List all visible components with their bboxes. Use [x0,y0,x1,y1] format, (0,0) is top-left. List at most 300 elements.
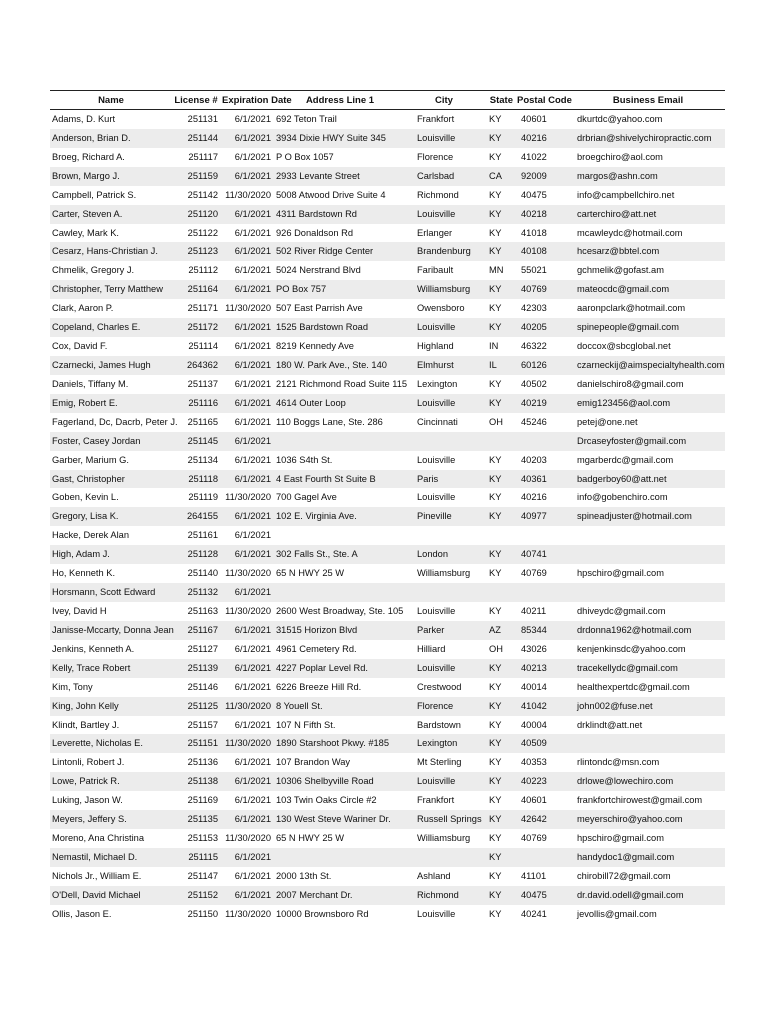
cell-name: Gast, Christopher [50,470,172,489]
cell-state: KY [489,908,502,919]
cell-postal-code [515,848,571,867]
cell-business-email: margos@ashn.com [571,167,725,186]
cell-name: Gregory, Lisa K. [50,507,172,526]
cell-name: Nemastil, Michael D. [50,848,172,867]
cell-state [481,526,515,545]
cell-name: Emig, Robert E. [50,394,172,413]
cell-license: 251159 [172,167,220,186]
cell-city: Paris [407,470,481,489]
cell-address: 4 East Fourth St Suite B [273,470,407,489]
cell-expiration: 6/1/2021 [220,432,273,451]
cell-postal-code: 40475 [521,189,547,200]
cell-postal-code: 40004 [521,719,547,730]
table-row [50,867,725,886]
table-row [50,224,725,243]
cell-postal-code: 55021 [521,265,547,276]
cell-license: 251120 [172,205,220,224]
cell-address: 130 West Steve Wariner Dr. [273,810,407,829]
cell-business-email: handydoc1@gmail.com [571,848,725,867]
cell-license: 251171 [187,303,218,314]
cell-city: Hilliard [417,643,446,654]
cell-business-email: drklindt@att.net [577,719,643,730]
cell-state: KY [481,470,515,489]
table-row [50,451,725,470]
cell-state: KY [489,492,502,503]
cell-expiration: 6/1/2021 [234,757,271,768]
cell-expiration: 6/1/2021 [234,454,271,465]
cell-postal-code [515,526,571,545]
cell-address: 6226 Breeze Hill Rd. [276,681,362,692]
table-row [50,507,725,526]
cell-state: OH [489,416,503,427]
cell-license: 251146 [187,681,218,692]
cell-license: 251144 [172,129,220,148]
cell-business-email: healthexpertdc@gmail.com [577,681,690,692]
cell-expiration: 6/1/2021 [234,114,271,124]
cell-name: Leverette, Nicholas E. [50,734,172,753]
cell-state: KY [489,303,502,314]
cell-business-email: tracekellydc@gmail.com [571,659,725,678]
cell-address: 10306 Shelbyville Road [273,772,407,791]
cell-address: 4227 Poplar Level Rd. [273,659,407,678]
cell-address: 5024 Nerstrand Blvd [276,265,361,276]
table-row [50,375,725,394]
cell-address: 2121 Richmond Road Suite 115 [276,378,408,389]
cell-address: 5008 Atwood Drive Suite 4 [276,189,386,200]
cell-expiration: 6/1/2021 [234,795,271,806]
cell-city: Elmhurst [407,356,481,375]
cell-expiration: 6/1/2021 [234,870,271,881]
cell-name: Lintonli, Robert J. [52,757,125,768]
cell-postal-code: 40769 [515,280,571,299]
cell-state: KY [481,507,515,526]
cell-state: MN [489,265,504,276]
cell-state: KY [481,318,515,337]
cell-postal-code: 40223 [515,772,571,791]
cell-postal-code: 43026 [521,643,547,654]
cell-postal-code: 40203 [521,454,547,465]
cell-license: 251135 [172,810,220,829]
cell-address [273,526,407,545]
cell-state: KY [481,659,515,678]
cell-state: IL [481,356,515,375]
cell-name: King, John Kelly [50,697,172,716]
cell-city: Cincinnati [417,416,458,427]
cell-postal-code: 41022 [521,151,547,162]
cell-business-email: petej@one.net [577,416,638,427]
cell-expiration: 6/1/2021 [234,341,271,352]
cell-expiration: 6/1/2021 [220,545,273,564]
cell-name: Broeg, Richard A. [52,151,125,162]
cell-business-email: frankfortchirowest@gmail.com [577,795,703,806]
cell-license: 251131 [187,114,218,124]
cell-license: 264155 [172,507,220,526]
cell-expiration: 6/1/2021 [234,643,271,654]
cell-city: Carlsbad [407,167,481,186]
cell-postal-code: 40205 [515,318,571,337]
table-row [50,337,725,356]
cell-name: Fagerland, Dc, Dacrb, Peter J. [52,416,178,427]
cell-postal-code: 45246 [521,416,547,427]
cell-license: 251125 [172,697,220,716]
table-row [50,564,725,583]
table-row [50,394,725,413]
cell-business-email: info@gobenchiro.com [577,492,668,503]
cell-expiration: 6/1/2021 [220,280,273,299]
cell-business-email: john002@fuse.net [571,697,725,716]
cell-state: KY [481,734,515,753]
table-row [50,678,725,697]
cell-expiration: 11/30/2020 [225,189,271,200]
cell-license: 251118 [172,470,220,489]
cell-expiration: 6/1/2021 [234,378,271,389]
cell-name: Campbell, Patrick S. [52,189,137,200]
cell-address: 110 Boggs Lane, Ste. 286 [276,416,383,427]
cell-state: AZ [481,621,515,640]
cell-address: 31515 Horizon Blvd [273,621,407,640]
cell-state: KY [489,568,502,579]
cell-address: 1890 Starshoot Pkwy. #185 [273,734,407,753]
table-body [50,110,725,924]
header-name: Name [50,91,172,110]
cell-city: Richmond [417,189,459,200]
table-row [50,356,725,375]
header-row [50,91,725,110]
cell-address: 102 E. Virginia Ave. [273,507,407,526]
header-business-email: Business Email [571,91,725,110]
cell-address: 180 W. Park Ave., Ste. 140 [273,356,407,375]
cell-license: 251122 [187,227,218,238]
cell-business-email: jevollis@gmail.com [577,908,657,919]
cell-name: Kelly, Trace Robert [50,659,172,678]
cell-business-email [571,583,725,602]
cell-expiration: 6/1/2021 [234,265,271,276]
cell-name: Cesarz, Hans-Christian J. [50,242,172,261]
cell-postal-code [515,583,571,602]
cell-expiration: 6/1/2021 [220,129,273,148]
cell-state: OH [489,643,503,654]
cell-name: Anderson, Brian D. [50,129,172,148]
cell-state: KY [481,242,515,261]
cell-license: 251142 [187,189,218,200]
cell-address: 302 Falls St., Ste. A [273,545,407,564]
cell-postal-code [515,432,571,451]
cell-postal-code: 40216 [515,129,571,148]
cell-expiration: 6/1/2021 [234,681,271,692]
table-row [50,526,725,545]
cell-business-email: mcawleydc@hotmail.com [577,227,683,238]
cell-expiration: 11/30/2020 [225,303,271,314]
cell-license: 251172 [172,318,220,337]
cell-postal-code: 40769 [521,833,547,844]
cell-address: 107 N Fifth St. [276,719,336,730]
cell-name: Chmelik, Gregory J. [52,265,135,276]
table-row [50,545,725,564]
cell-postal-code: 40241 [521,908,547,919]
table-row [50,734,725,753]
cell-postal-code: 40353 [521,757,547,768]
cell-postal-code: 41018 [521,227,547,238]
cell-license: 251116 [172,394,220,413]
cell-license: 251167 [172,621,220,640]
cell-name: Meyers, Jeffery S. [50,810,172,829]
cell-expiration: 6/1/2021 [220,772,273,791]
cell-address: 2007 Merchant Dr. [273,886,407,905]
table-row [50,205,725,224]
cell-city: Louisville [417,492,456,503]
cell-expiration: 6/1/2021 [220,167,273,186]
cell-state: KY [489,227,502,238]
cell-city: Mt Sterling [417,757,462,768]
table-row [50,905,725,924]
header-state: State [481,91,515,110]
cell-name: Cox, David F. [52,341,108,352]
cell-address [273,848,407,867]
cell-address: 8219 Kennedy Ave [276,341,354,352]
cell-city: Highland [417,341,454,352]
cell-name: Jenkins, Kenneth A. [52,643,135,654]
cell-expiration: 11/30/2020 [220,697,273,716]
cell-state: KY [481,205,515,224]
cell-name: Ivey, David H [52,605,107,616]
cell-license: 251119 [188,492,218,503]
cell-license: 251128 [172,545,220,564]
cell-business-email: drbrian@shivelychiropractic.com [571,129,725,148]
cell-business-email: mateocdc@gmail.com [571,280,725,299]
cell-name: Horsmann, Scott Edward [50,583,172,602]
cell-city: Florence [407,697,481,716]
cell-postal-code: 40741 [515,545,571,564]
cell-name: Klindt, Bartley J. [52,719,120,730]
cell-address: 926 Donaldson Rd [276,227,354,238]
cell-city: Lexington [407,734,481,753]
cell-city: Louisville [407,205,481,224]
cell-name: Garber, Marium G. [52,454,129,465]
cell-address: 502 River Ridge Center [273,242,407,261]
cell-license: 251132 [172,583,220,602]
cell-postal-code: 85344 [515,621,571,640]
cell-business-email: dhiveydc@gmail.com [577,605,666,616]
cell-license: 251161 [187,530,218,541]
cell-city: Pineville [407,507,481,526]
cell-postal-code: 40014 [521,681,547,692]
cell-business-email: spinepeople@gmail.com [571,318,725,337]
cell-license: 251117 [188,151,218,162]
cell-state: KY [481,545,515,564]
cell-business-email: hcesarz@bbtel.com [571,242,725,261]
cell-license: 251150 [187,908,218,919]
cell-business-email: aaronpclark@hotmail.com [577,303,686,314]
cell-address: 4961 Cemetery Rd. [276,643,357,654]
cell-address: 10000 Brownsboro Rd [276,908,369,919]
table-row [50,753,725,772]
cell-expiration: 6/1/2021 [220,886,273,905]
cell-license: 251151 [172,734,220,753]
cell-name: Carter, Steven A. [50,205,172,224]
cell-business-email: gchmelik@gofast.am [577,265,664,276]
cell-name: Nichols Jr., William E. [52,870,142,881]
table-row [50,659,725,678]
cell-expiration: 6/1/2021 [220,470,273,489]
cell-state: KY [481,280,515,299]
cell-license: 251115 [172,848,220,867]
cell-city: Louisville [407,394,481,413]
cell-business-email: spineadjuster@hotmail.com [571,507,725,526]
cell-expiration: 11/30/2020 [220,734,273,753]
cell-city: Frankfort [417,795,455,806]
cell-name: Moreno, Ana Christina [52,833,144,844]
cell-license: 251139 [172,659,220,678]
cell-state: KY [481,129,515,148]
cell-postal-code: 40218 [515,205,571,224]
cell-postal-code: 40509 [515,734,571,753]
cell-business-email: mgarberdc@gmail.com [577,454,674,465]
cell-name: Janisse-Mccarty, Donna Jean [50,621,172,640]
cell-business-email: info@campbellchiro.net [577,189,675,200]
cell-business-email: danielschiro8@gmail.com [577,378,684,389]
cell-business-email: dkurtdc@yahoo.com [577,114,663,124]
cell-address: 4614 Outer Loop [273,394,407,413]
cell-business-email: rlintondc@msn.com [577,757,660,768]
cell-business-email: dr.david.odell@gmail.com [571,886,725,905]
cell-city [407,848,481,867]
cell-city: Erlanger [417,227,453,238]
cell-expiration: 6/1/2021 [234,227,271,238]
cell-name: Clark, Aaron P. [52,303,114,314]
table-row [50,829,725,848]
cell-license: 251127 [187,643,218,654]
cell-license: 251157 [187,719,218,730]
cell-postal-code: 40219 [515,394,571,413]
cell-address: 2933 Levante Street [273,167,407,186]
cell-state: KY [481,697,515,716]
cell-state: KY [489,454,502,465]
cell-license: 251145 [172,432,220,451]
license-table-sheet [50,90,725,924]
cell-business-email: kenjenkinsdc@yahoo.com [577,643,686,654]
cell-state: KY [481,848,515,867]
table-row [50,716,725,735]
cell-state: KY [489,870,502,881]
table-row [50,886,725,905]
cell-postal-code: 40108 [515,242,571,261]
cell-address: 65 N HWY 25 W [276,833,345,844]
cell-address: 107 Brandon Way [276,757,351,768]
cell-business-email: carterchiro@att.net [571,205,725,224]
cell-expiration: 11/30/2020 [225,492,271,503]
cell-expiration: 6/1/2021 [234,719,271,730]
cell-address: 507 East Parrish Ave [276,303,363,314]
table-row [50,810,725,829]
cell-state: KY [481,394,515,413]
cell-city: Parker [407,621,481,640]
cell-address: 103 Twin Oaks Circle #2 [276,795,377,806]
cell-city: Williamsburg [407,280,481,299]
cell-name: Ho, Kenneth K. [52,568,116,579]
cell-name: Czarnecki, James Hugh [50,356,172,375]
cell-address [273,432,407,451]
cell-business-email: doccox@sbcglobal.net [577,341,671,352]
table-row [50,318,725,337]
cell-address: P O Box 1057 [276,151,334,162]
cell-postal-code: 92009 [515,167,571,186]
cell-expiration: 6/1/2021 [220,242,273,261]
cell-license: 251112 [188,265,218,276]
cell-address: 1036 S4th St. [276,454,333,465]
cell-business-email: hpschiro@gmail.com [577,833,664,844]
cell-name: Christopher, Terry Matthew [50,280,172,299]
cell-name: Luking, Jason W. [52,795,123,806]
cell-state: KY [481,810,515,829]
header-license: License # [172,91,220,110]
cell-business-email [571,734,725,753]
cell-name: Hacke, Derek Alan [52,530,129,541]
cell-license: 251163 [187,605,218,616]
cell-postal-code: 42303 [521,303,547,314]
cell-business-email: meyerschiro@yahoo.com [571,810,725,829]
cell-postal-code: 40475 [515,886,571,905]
cell-expiration: 6/1/2021 [220,621,273,640]
cell-state: KY [489,378,502,389]
cell-license: 251165 [187,416,218,427]
table-row [50,242,725,261]
cell-postal-code: 60126 [515,356,571,375]
cell-license: 251123 [172,242,220,261]
cell-state: KY [489,757,502,768]
cell-city: Florence [417,151,454,162]
cell-state: KY [489,719,502,730]
cell-city [407,526,481,545]
cell-license: 251138 [172,772,220,791]
table-row [50,413,725,432]
cell-postal-code: 40977 [515,507,571,526]
cell-license: 251152 [172,886,220,905]
cell-expiration: 6/1/2021 [234,416,271,427]
cell-address: 8 Youell St. [273,697,407,716]
cell-name: Kim, Tony [52,681,93,692]
cell-state: IN [489,341,499,352]
cell-business-email [571,526,725,545]
cell-name: Foster, Casey Jordan [50,432,172,451]
cell-name: Brown, Margo J. [50,167,172,186]
cell-business-email: czarneckij@aimspecialtyhealth.com [571,356,725,375]
header-expiration: Expiration Date [220,91,273,110]
cell-postal-code: 40601 [521,795,547,806]
cell-business-email: chirobill72@gmail.com [577,870,671,881]
cell-state [481,583,515,602]
cell-city: Faribault [417,265,454,276]
table-row [50,697,725,716]
cell-postal-code: 40216 [521,492,547,503]
table-row [50,640,725,659]
cell-postal-code: 46322 [521,341,547,352]
table-row [50,432,725,451]
cell-expiration: 11/30/2020 [225,568,271,579]
cell-address: 3934 Dixie HWY Suite 345 [273,129,407,148]
cell-expiration: 6/1/2021 [220,318,273,337]
table-row [50,261,725,280]
cell-city: Brandenburg [407,242,481,261]
cell-business-email: Drcaseyfoster@gmail.com [571,432,725,451]
cell-state: KY [489,681,502,692]
cell-city [407,583,481,602]
cell-address: 1525 Bardstown Road [273,318,407,337]
cell-city: Richmond [407,886,481,905]
cell-postal-code: 40361 [515,470,571,489]
cell-state: CA [481,167,515,186]
cell-expiration: 6/1/2021 [234,530,271,541]
table-row [50,621,725,640]
